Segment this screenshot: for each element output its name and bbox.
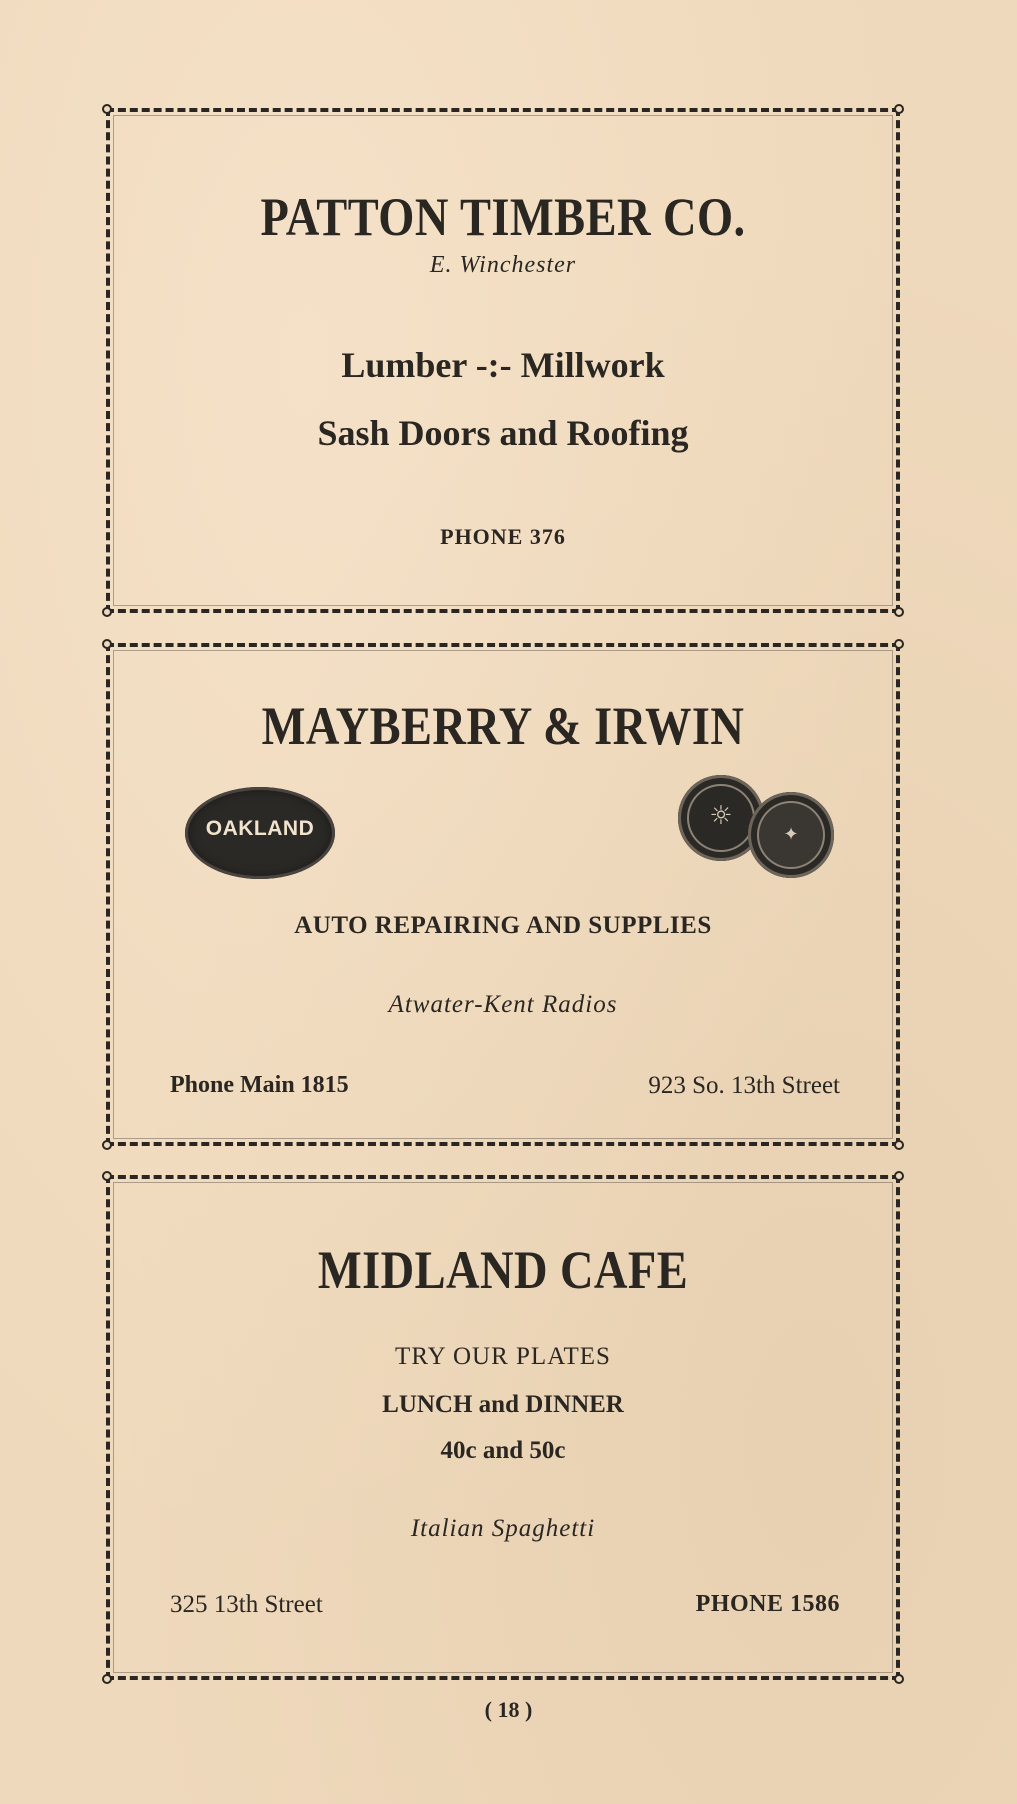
border-ornament-icon bbox=[894, 1674, 904, 1684]
border-ornament-icon bbox=[102, 639, 112, 649]
border-ornament-icon bbox=[894, 607, 904, 617]
ad-specialty: Italian Spaghetti bbox=[410, 1515, 596, 1542]
mayberry-irwin-ad bbox=[106, 643, 900, 1146]
ad-tagline: Atwater-Kent Radios bbox=[388, 991, 618, 1018]
border-ornament-icon bbox=[894, 639, 904, 649]
ad-line-1: TRY OUR PLATES bbox=[395, 1343, 611, 1370]
ad-company-name: MIDLAND CAFE bbox=[317, 1240, 689, 1300]
border-ornament-icon bbox=[102, 1140, 112, 1150]
pontiac-coin-icon: ☼ bbox=[678, 775, 764, 861]
ad-product-line-2: Sash Doors and Roofing bbox=[317, 413, 689, 453]
ad-phone: PHONE 376 bbox=[440, 524, 566, 549]
ad-address: 325 13th Street bbox=[170, 1591, 323, 1618]
ad-service: AUTO REPAIRING AND SUPPLIES bbox=[294, 912, 712, 939]
ad-phone: Phone Main 1815 bbox=[170, 1072, 349, 1098]
border-ornament-icon bbox=[102, 104, 112, 114]
ad-company-name: MAYBERRY & IRWIN bbox=[261, 696, 745, 756]
ad-address: 923 So. 13th Street bbox=[648, 1072, 840, 1099]
border-ornament-icon bbox=[102, 607, 112, 617]
midland-cafe-ad bbox=[106, 1175, 900, 1680]
oakland-logo bbox=[185, 787, 335, 879]
ad-phone: PHONE 1586 bbox=[695, 1591, 840, 1617]
ad-line-2: LUNCH and DINNER bbox=[382, 1391, 624, 1418]
border-ornament-icon bbox=[102, 1674, 112, 1684]
ad-line-3: 40c and 50c bbox=[440, 1437, 566, 1464]
oakland-logo-text: OAKLAND bbox=[205, 817, 315, 840]
ad-company-name: PATTON TIMBER CO. bbox=[260, 187, 746, 247]
ad-product-line-1: Lumber -:- Millwork bbox=[341, 345, 665, 385]
border-ornament-icon bbox=[894, 104, 904, 114]
border-ornament-icon bbox=[894, 1140, 904, 1150]
gm-coin-icon: ✦ bbox=[748, 792, 834, 878]
patton-timber-ad bbox=[106, 108, 900, 613]
page-number: ( 18 ) bbox=[484, 1697, 533, 1722]
border-ornament-icon bbox=[894, 1171, 904, 1181]
ad-location: E. Winchester bbox=[429, 252, 577, 278]
border-ornament-icon bbox=[102, 1171, 112, 1181]
